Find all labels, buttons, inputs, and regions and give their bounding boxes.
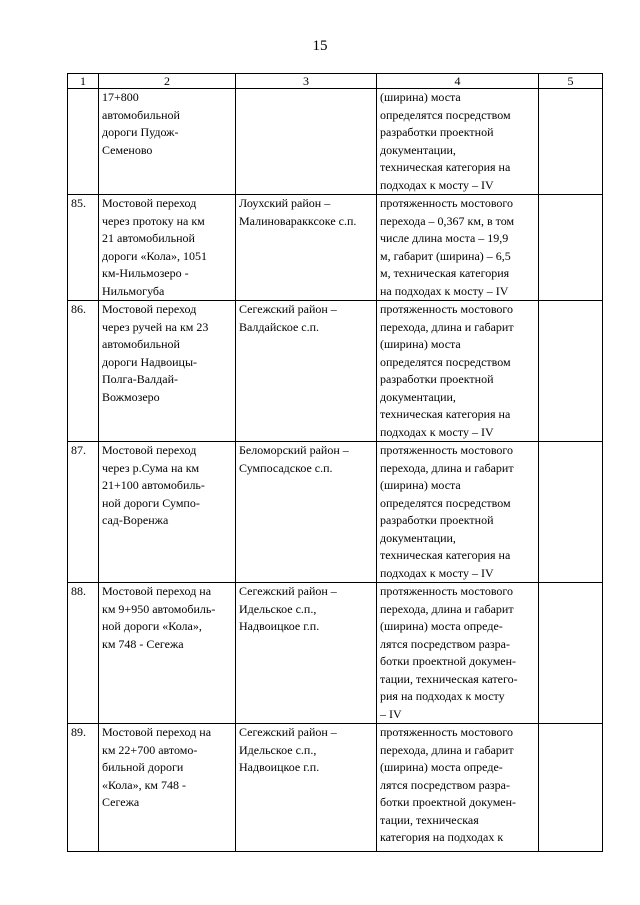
parameters-cell-line: протяженность мостового (380, 302, 514, 316)
object-name-cell-line: Мостовой переход на (102, 584, 212, 598)
column-number-row (68, 74, 603, 89)
object-name-cell-line: 21 автомобильной (102, 231, 195, 245)
location-cell (236, 583, 377, 724)
object-name-cell-line: через протоку на км (102, 213, 205, 228)
parameters-cell-line: подходах к мосту – IV (380, 565, 494, 580)
object-name-cell-line: дороги Надвоицы- (102, 354, 198, 369)
location-cell-line: Сумпосадское с.п. (239, 460, 333, 475)
row-number-cell: 85. (68, 195, 99, 301)
parameters-cell-line: техническая категория на (380, 160, 511, 174)
note-cell (539, 195, 603, 301)
location-cell-line: Идельское с.п., (239, 601, 317, 616)
parameters-cell-line: тации, техническая катего- (380, 671, 518, 686)
parameters-cell-line: (ширина) моста (380, 90, 461, 104)
parameters-cell-line: перехода – 0,367 км, в том (380, 213, 515, 228)
parameters-cell-line: тации, техническая (380, 812, 479, 827)
object-name-cell-line: сад-Воренжа (102, 513, 169, 527)
parameters-cell-line: лятся посредством разра- (380, 636, 510, 651)
object-name-cell (99, 195, 236, 301)
object-name-cell-line: ной дороги «Кола», (102, 619, 202, 633)
object-name-cell-line: бильной дороги (102, 760, 184, 774)
row-number-cell: 87. (68, 442, 99, 583)
column-header: 5 (539, 74, 603, 89)
table-row (68, 442, 603, 583)
parameters-cell-line: подходах к мосту – IV (380, 177, 494, 192)
parameters-cell-line: протяженность мостового (380, 725, 514, 739)
parameters-cell-line: м, габарит (ширина) – 6,5 (380, 248, 511, 263)
column-header: 2 (99, 74, 236, 89)
table-row (68, 89, 603, 195)
parameters-cell-line: рия на подходах к мосту (380, 689, 505, 703)
parameters-cell-line: определятся посредством (380, 495, 511, 510)
location-cell-line: Беломорский район – (239, 443, 349, 457)
parameters-cell-line: (ширина) моста (380, 478, 461, 492)
object-name-cell-line: Полга-Валдай- (102, 372, 179, 386)
object-name-cell-line: Сегежа (102, 795, 140, 809)
row-number-cell: 86. (68, 301, 99, 442)
object-name-cell (99, 89, 236, 195)
parameters-cell-line: разработки проектной (380, 372, 494, 386)
parameters-cell-line: категория на подходах к (380, 830, 504, 844)
location-cell-line: Надвоицкое г.п. (239, 760, 320, 774)
object-name-cell-line: дороги «Кола», 1051 (102, 248, 208, 263)
object-name-cell-line: км 9+950 автомобиль- (102, 601, 216, 616)
object-name-cell-line: автомобильной (102, 107, 180, 122)
parameters-cell-line: числе длина моста – 19,9 (380, 231, 509, 245)
column-header: 4 (377, 74, 539, 89)
note-cell (539, 301, 603, 442)
object-name-cell-line: км 748 - Сегежа (102, 636, 184, 651)
parameters-cell-line: техническая категория на (380, 407, 511, 421)
parameters-cell-line: ботки проектной докумен- (380, 795, 517, 809)
parameters-cell-line: протяженность мостового (380, 196, 514, 210)
location-cell (236, 442, 377, 583)
parameters-cell-line: (ширина) моста опреде- (380, 760, 503, 774)
location-cell (236, 724, 377, 852)
location-cell-line: Идельское с.п., (239, 742, 317, 757)
location-cell-line: Лоухский район – (239, 196, 331, 210)
parameters-cell-line: м, техническая категория (380, 266, 510, 280)
parameters-cell-line: подходах к мосту – IV (380, 424, 494, 439)
object-name-cell-line: Мостовой переход (102, 302, 197, 316)
object-name-cell (99, 724, 236, 852)
parameters-cell-line: перехода, длина и габарит (380, 601, 514, 616)
parameters-cell-line: протяженность мостового (380, 443, 514, 457)
object-name-cell-line: 17+800 (102, 90, 139, 104)
object-name-cell-line: Мостовой переход на (102, 725, 212, 739)
parameters-cell-line: документации, (380, 530, 456, 545)
object-name-cell-line: км 22+700 автомо- (102, 742, 198, 757)
parameters-cell-line: документации, (380, 389, 456, 404)
parameters-cell-line: – IV (380, 706, 402, 721)
parameters-cell-line: (ширина) моста опреде- (380, 619, 503, 633)
note-cell (539, 89, 603, 195)
location-cell (236, 195, 377, 301)
object-name-cell-line: автомобильной (102, 337, 180, 351)
location-cell (236, 89, 377, 195)
parameters-cell-line: разработки проектной (380, 125, 494, 139)
parameters-cell-line: на подходах к мосту – IV (380, 283, 509, 298)
table-body (68, 89, 603, 852)
location-cell (236, 301, 377, 442)
parameters-cell (377, 583, 539, 724)
table-row (68, 724, 603, 852)
parameters-cell (377, 301, 539, 442)
location-cell-line: Малиноваракксоке с.п. (239, 213, 357, 228)
parameters-cell-line: определятся посредством (380, 107, 511, 122)
parameters-cell-line: разработки проектной (380, 513, 494, 527)
location-cell-line: Валдайское с.п. (239, 319, 320, 334)
column-header: 1 (68, 74, 99, 89)
row-number-cell: 88. (68, 583, 99, 724)
column-header: 3 (236, 74, 377, 89)
parameters-cell-line: перехода, длина и габарит (380, 460, 514, 475)
parameters-cell-line: ботки проектной докумен- (380, 654, 517, 668)
object-name-cell-line: км-Нильмозеро - (102, 266, 189, 280)
parameters-cell-line: протяженность мостового (380, 584, 514, 598)
table-row (68, 195, 603, 301)
object-name-cell-line: через р.Сума на км (102, 460, 200, 475)
parameters-cell (377, 442, 539, 583)
note-cell (539, 724, 603, 852)
object-name-cell-line: Семеново (102, 142, 153, 157)
parameters-cell-line: определятся посредством (380, 354, 511, 369)
location-cell-line: Надвоицкое г.п. (239, 619, 320, 633)
object-name-cell-line: через ручей на км 23 (102, 319, 209, 334)
table-row (68, 301, 603, 442)
page-number: 15 (312, 38, 328, 54)
note-cell (539, 583, 603, 724)
object-name-cell-line: Нильмогуба (102, 283, 165, 298)
object-name-cell (99, 301, 236, 442)
object-name-cell-line: ной дороги Сумпо- (102, 495, 200, 510)
object-name-cell (99, 442, 236, 583)
note-cell (539, 442, 603, 583)
parameters-cell-line: (ширина) моста (380, 337, 461, 351)
parameters-cell-line: документации, (380, 142, 456, 157)
location-cell-line: Сегежский район – (239, 302, 337, 316)
object-name-cell-line: Вожмозеро (102, 389, 160, 404)
row-number-cell: 89. (68, 724, 99, 852)
row-number-cell (68, 89, 99, 195)
document-table (67, 73, 603, 852)
location-cell-line: Сегежский район – (239, 725, 337, 739)
location-cell-line: Сегежский район – (239, 584, 337, 598)
table-row (68, 583, 603, 724)
object-name-cell-line: «Кола», км 748 - (102, 777, 186, 792)
object-name-cell-line: 21+100 автомобиль- (102, 478, 205, 492)
object-name-cell-line: Мостовой переход (102, 443, 197, 457)
object-name-cell-line: Мостовой переход (102, 196, 197, 210)
parameters-cell (377, 195, 539, 301)
parameters-cell-line: лятся посредством разра- (380, 777, 510, 792)
parameters-cell-line: перехода, длина и габарит (380, 742, 514, 757)
parameters-cell-line: техническая категория на (380, 548, 511, 562)
object-name-cell (99, 583, 236, 724)
parameters-cell (377, 89, 539, 195)
parameters-cell-line: перехода, длина и габарит (380, 319, 514, 334)
object-name-cell-line: дороги Пудож- (102, 125, 179, 139)
parameters-cell (377, 724, 539, 852)
